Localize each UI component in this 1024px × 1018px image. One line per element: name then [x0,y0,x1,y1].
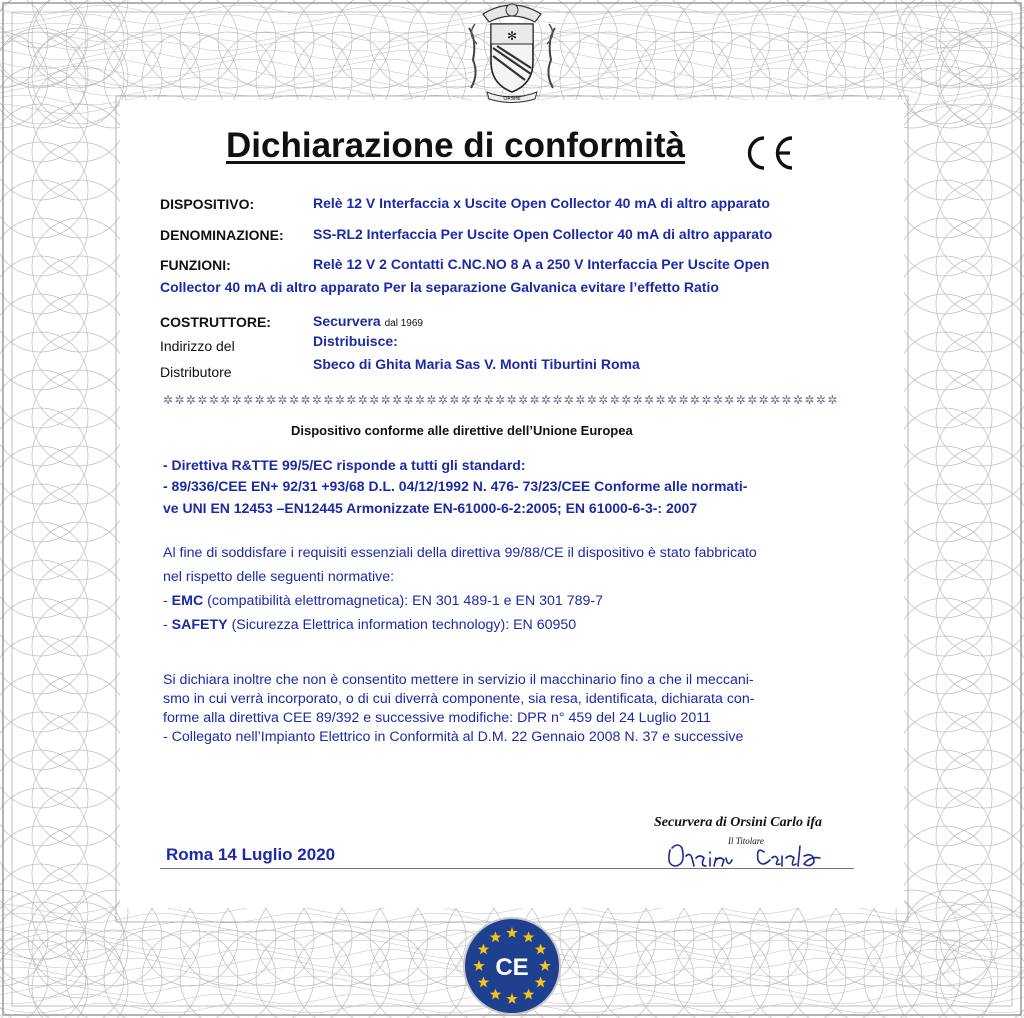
signature-line [160,868,854,869]
safety-prefix: - [163,617,172,633]
declaration-line-4: - Collegato nell’Impianto Elettrico in Conformità al D.M. 22 Gennaio 2008 N. 37 e successive [163,729,744,745]
svg-text:✻: ✻ [506,29,518,43]
signatory-company: Securvera di Orsini Carlo ifa [654,815,823,830]
distribuisce-label: Distribuisce: [313,333,398,349]
compliance-heading: Dispositivo conforme alle direttive dell’Unione Europea [291,423,633,438]
requirements-line-2: nel rispetto delle seguenti normative: [163,569,395,585]
emc-line [163,593,603,609]
dispositivo-label: DISPOSITIVO: [160,196,255,212]
costruttore-since: dal 1969 [384,318,423,329]
page-title [226,126,685,166]
declaration-line-3: forme alla direttiva CEE 89/392 e successive modifiche: DPR n° 459 del 24 Luglio 2011 [163,710,711,726]
emc-bold: EMC [171,593,204,609]
indirizzo-label-line1: Indirizzo del [160,338,235,354]
denominazione-label: DENOMINAZIONE: [160,227,284,243]
signature-text: Orsini Carlo [664,838,670,839]
emc-rest: (compatibilità elettromagnetica): EN 301 489-1 e EN 301 789-7 [203,593,604,609]
ce-mark-icon [742,134,798,172]
costruttore-label: COSTRUTTORE: [160,314,271,330]
safety-line [163,617,576,633]
funzioni-label: FUNZIONI: [160,257,231,273]
costruttore-value [313,313,423,329]
dispositivo-value: Relè 12 V Interfaccia x Uscite Open Collector 40 mA di altro apparato [313,195,770,211]
funzioni-value-line1: Relè 12 V 2 Contatti C.NC.NO 8 A a 250 V Interfaccia Per Uscite Open [313,256,770,272]
eu-ce-text: CE [495,954,529,981]
indirizzo-label-line2: Distributore [160,364,232,380]
funzioni-value-line2: Collector 40 mA di altro apparato Per la separazione Galvanica evitare l’effetto Ratio [160,279,719,295]
family-crest-logo [463,0,561,104]
declaration-line-1: Si dichiara inoltre che non è consentito mettere in servizio il macchinario fino a che il meccani- [163,672,754,688]
distributore-value: Sbeco di Ghita Maria Sas V. Monti Tiburtini Roma [313,356,640,372]
denominazione-value: SS-RL2 Interfaccia Per Uscite Open Collector 40 mA di altro apparato [313,226,773,242]
directive-line-3: ve UNI EN 12453 –EN12445 Armonizzate EN-61000-6-2:2005; EN 61000-6-3-: 2007 [163,500,698,516]
directive-line-1: - Direttiva R&TTE 99/5/EC risponde a tutti gli standard: [163,457,526,473]
crest-banner-text: ORSINI [503,96,521,102]
emc-prefix: - [163,593,172,609]
safety-bold: SAFETY [171,617,228,633]
declaration-line-2: smo in cui verrà incorporato, o di cui diverrà componente, sia resa, identificata, dichiarata con- [163,691,755,707]
signatory-role: Il Titolare [728,836,764,846]
costruttore-name: Securvera [313,313,381,329]
place-date: Roma 14 Luglio 2020 [166,845,336,864]
safety-rest: (Sicurezza Elettrica information technology): EN 60950 [227,617,577,633]
title-text: Dichiarazione di conformità [226,126,685,165]
eu-ce-emblem [462,916,562,1016]
directive-line-2: - 89/336/CEE EN+ 92/31 +93/68 D.L. 04/12/1992 N. 476- 73/23/CEE Conforme alle normati- [163,478,748,494]
star-separator: ✲✲✲✲✲✲✲✲✲✲✲✲✲✲✲✲✲✲✲✲✲✲✲✲✲✲✲✲✲✲✲✲✲✲✲✲✲✲✲✲✲✲✲✲✲✲✲✲✲✲✲✲✲✲✲✲✲✲✲ [163,393,839,407]
requirements-line-1: Al fine di soddisfare i requisiti essenziali della direttiva 99/88/CE il dispositivo è stato fabbricato [163,545,757,561]
